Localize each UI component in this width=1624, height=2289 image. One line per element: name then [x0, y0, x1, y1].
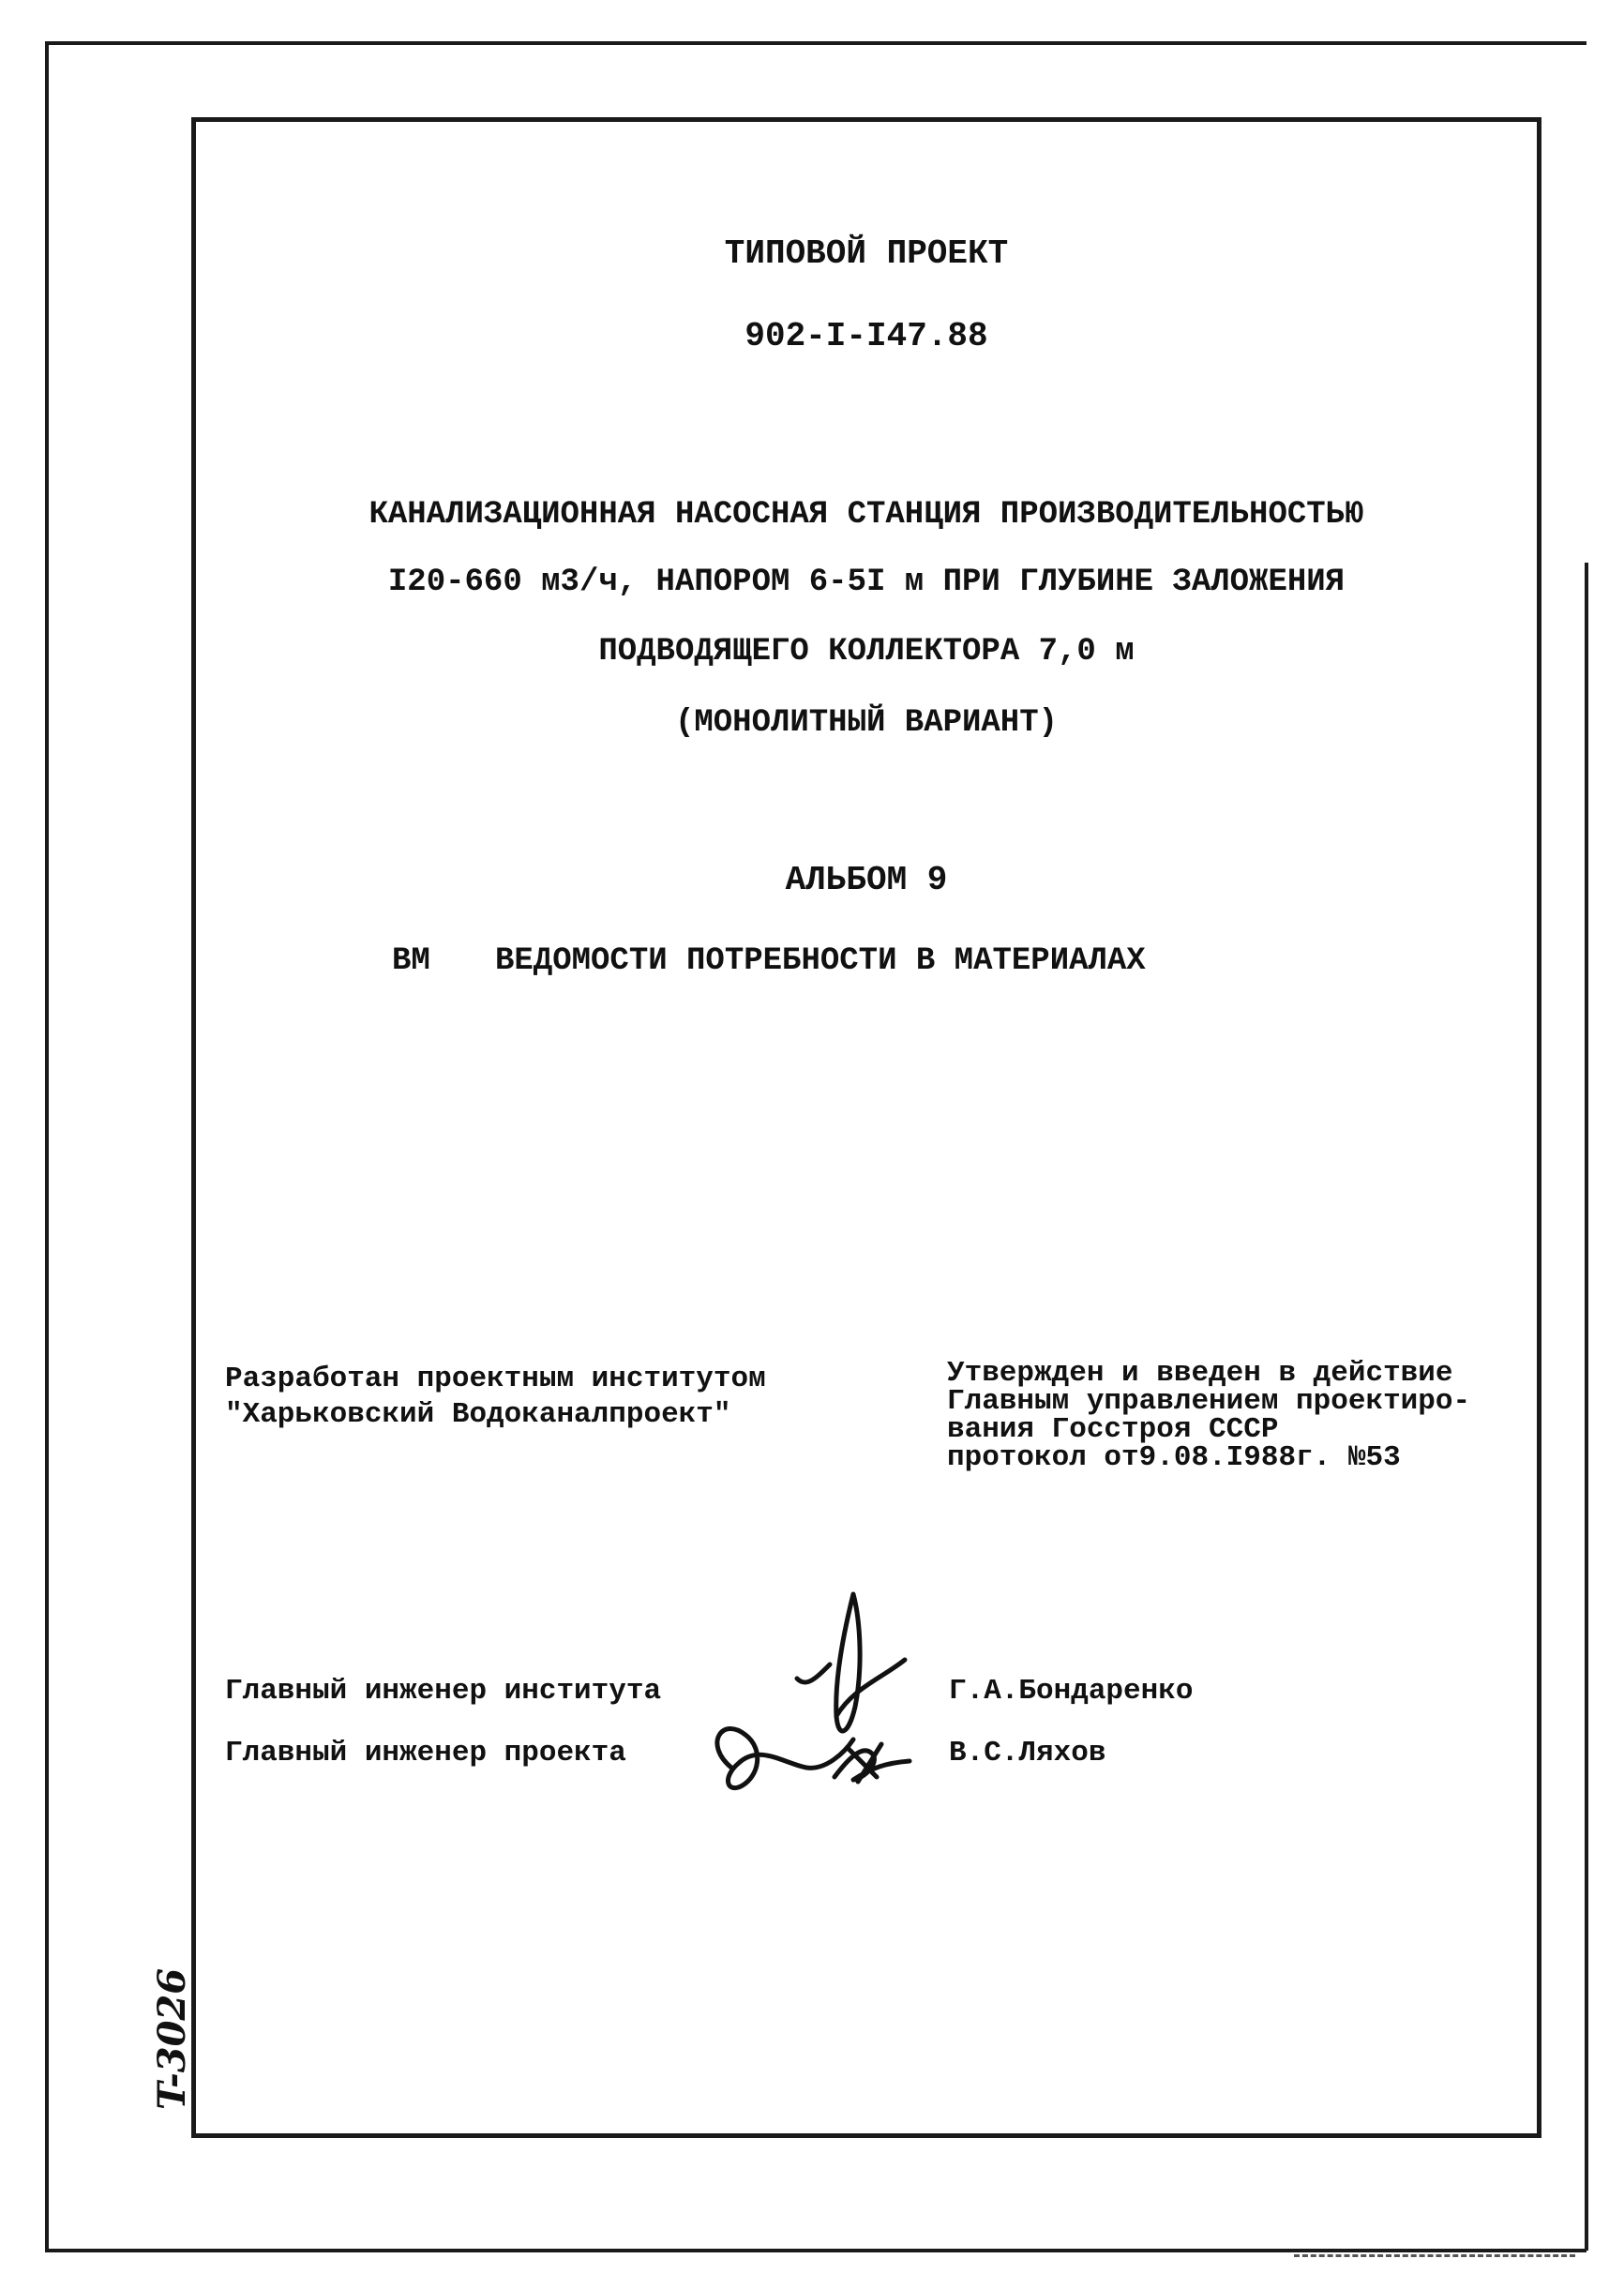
section-heading	[392, 943, 1146, 979]
title-line-3: ПОДВОДЯЩЕГО КОЛЛЕКТОРА 7,0 м	[598, 634, 1135, 670]
chief-engineer-institute-name: Г.А.Бондаренко	[949, 1675, 1194, 1708]
bottom-dashed-line	[1294, 2254, 1575, 2257]
album-label: АЛЬБОМ 9	[785, 861, 948, 899]
developer-block	[225, 1362, 766, 1433]
title-page-frame	[191, 117, 1541, 2138]
approval-line-4: протокол от9.08.I988г. №53	[947, 1441, 1401, 1474]
chief-engineer-project-name: В.С.Ляхов	[949, 1737, 1106, 1769]
approval-line-1: Утвержден и введен в действие	[947, 1357, 1453, 1390]
approval-line-3: вания Госстроя СССР	[947, 1413, 1279, 1446]
outer-frame-right-edge	[1585, 563, 1588, 2251]
title-line-4: (МОНОЛИТНЫЙ ВАРИАНТ)	[674, 705, 1059, 741]
approval-line-2: Главным управлением проектиро-	[947, 1385, 1471, 1418]
title-line-1: КАНАЛИЗАЦИОННАЯ НАСОСНАЯ СТАНЦИЯ ПРОИЗВОДИТЕЛЬНОСТЬЮ	[368, 497, 1364, 533]
developer-line-1: Разработан проектным институтом	[225, 1363, 766, 1395]
archive-mark	[141, 1950, 197, 2110]
approval-block	[947, 1357, 1471, 1474]
developer-line-2: "Харьковский Водоканалпроект"	[225, 1398, 731, 1431]
handwritten-signature	[694, 1575, 975, 1819]
chief-engineer-institute-label: Главный инженер института	[225, 1675, 662, 1708]
section-code: ВМ	[392, 943, 430, 979]
archive-mark-text: T-3026	[150, 1967, 194, 2110]
project-number: 902-I-I47.88	[744, 317, 988, 355]
section-title: ВЕДОМОСТИ ПОТРЕБНОСТИ В МАТЕРИАЛАХ	[495, 943, 1146, 979]
title-line-2: I20-660 м3/ч, НАПОРОМ 6-5I м ПРИ ГЛУБИНЕ ЗАЛОЖЕНИЯ	[387, 565, 1346, 600]
chief-engineer-project-label: Главный инженер проекта	[225, 1737, 626, 1769]
project-type: ТИПОВОЙ ПРОЕКТ	[724, 234, 1009, 273]
